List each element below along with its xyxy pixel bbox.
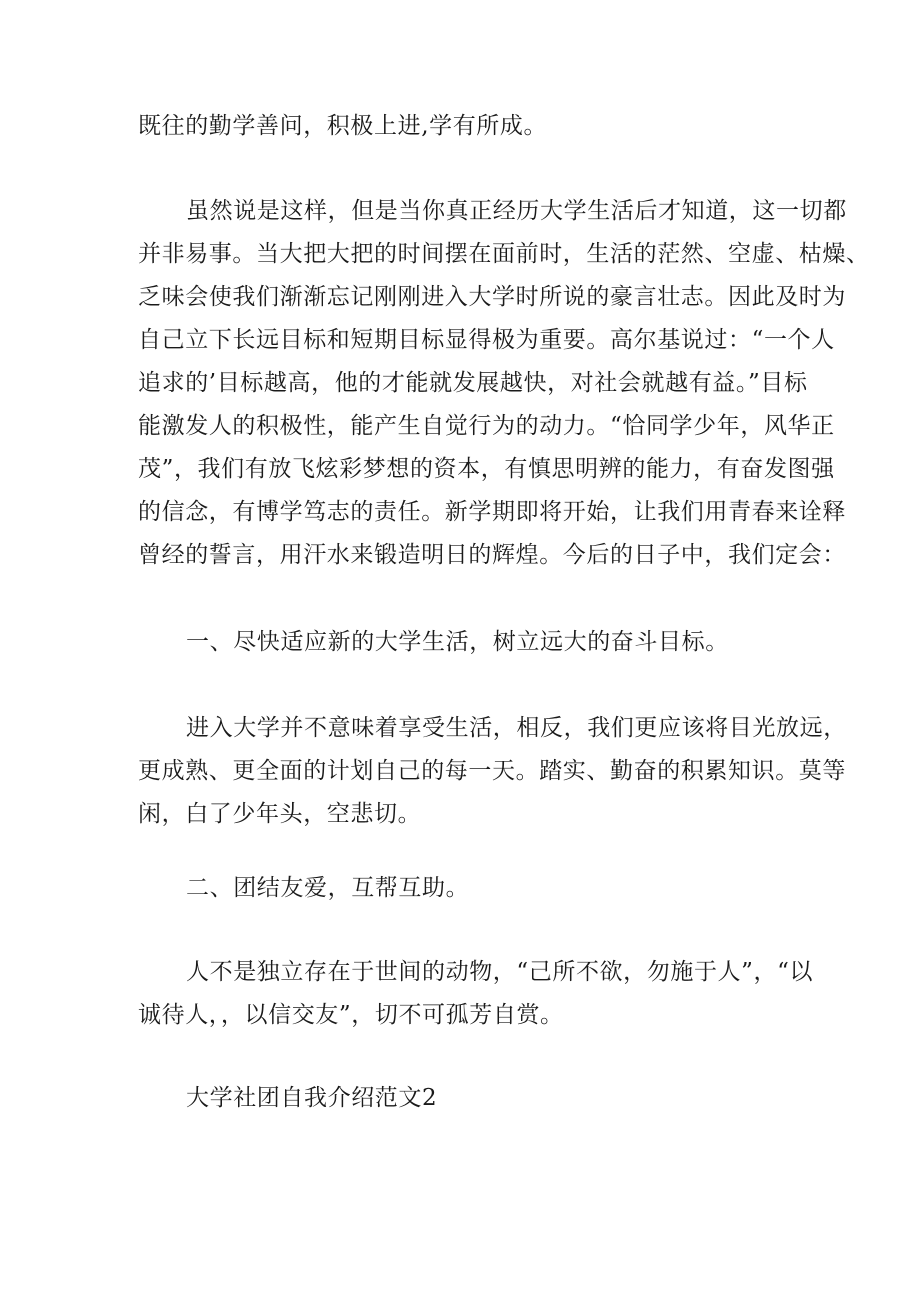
text-line: 茂”，我们有放飞炫彩梦想的资本，有慎思明辨的能力，有奋发图强 (138, 456, 835, 482)
text-line: 更成熟、更全面的计划自己的每一天。踏实、勤奋的积累知识。莫等 (138, 758, 846, 784)
text-line: 自己立下长远目标和短期目标显得极为重要。高尔基说过：“一个人 (138, 327, 835, 353)
text-line: 追求的’目标越高，他的才能就发展越快，对社会就越有益。”目标 (138, 370, 808, 396)
text-line: 并非易事。当大把大把的时间摆在面前时，生活的茫然、空虚、枯燥、 (138, 241, 870, 267)
text-line: 曾经的誓言，用汗水来锻造明日的辉煌。今后的日子中，我们定会： (138, 542, 846, 568)
paragraph-first-line: 人不是独立存在于世间的动物，“己所不欲，勿施于人”，“以 (186, 959, 814, 985)
article-title: 大学社团自我介绍范文2 (186, 1085, 438, 1111)
text-line: 的信念，有博学笃志的责任。新学期即将开始，让我们用青春来诠释 (138, 499, 846, 525)
text-line: 诚待人，，以信交友”，切不可孤芳自赏。 (138, 1002, 564, 1028)
text-line: 既往的勤学善问，积极上进,学有所成。 (138, 113, 548, 139)
paragraph-first-line: 虽然说是这样，但是当你真正经历大学生活后才知道，这一切都 (186, 198, 847, 224)
text-line: 能激发人的积极性，能产生自觉行为的动力。“恰同学少年，风华正 (138, 413, 835, 439)
text-line: 闲，白了少年头，空悲切。 (138, 801, 422, 827)
section-heading-2: 二、团结友爱，互帮互助。 (186, 875, 470, 901)
section-heading-1: 一、尽快适应新的大学生活，树立远大的奋斗目标。 (186, 629, 729, 655)
paragraph-first-line: 进入大学并不意味着享受生活，相反，我们更应该将目光放远， (186, 715, 847, 741)
text-line: 乏味会使我们渐渐忘记刚刚进入大学时所说的豪言壮志。因此及时为 (138, 284, 846, 310)
